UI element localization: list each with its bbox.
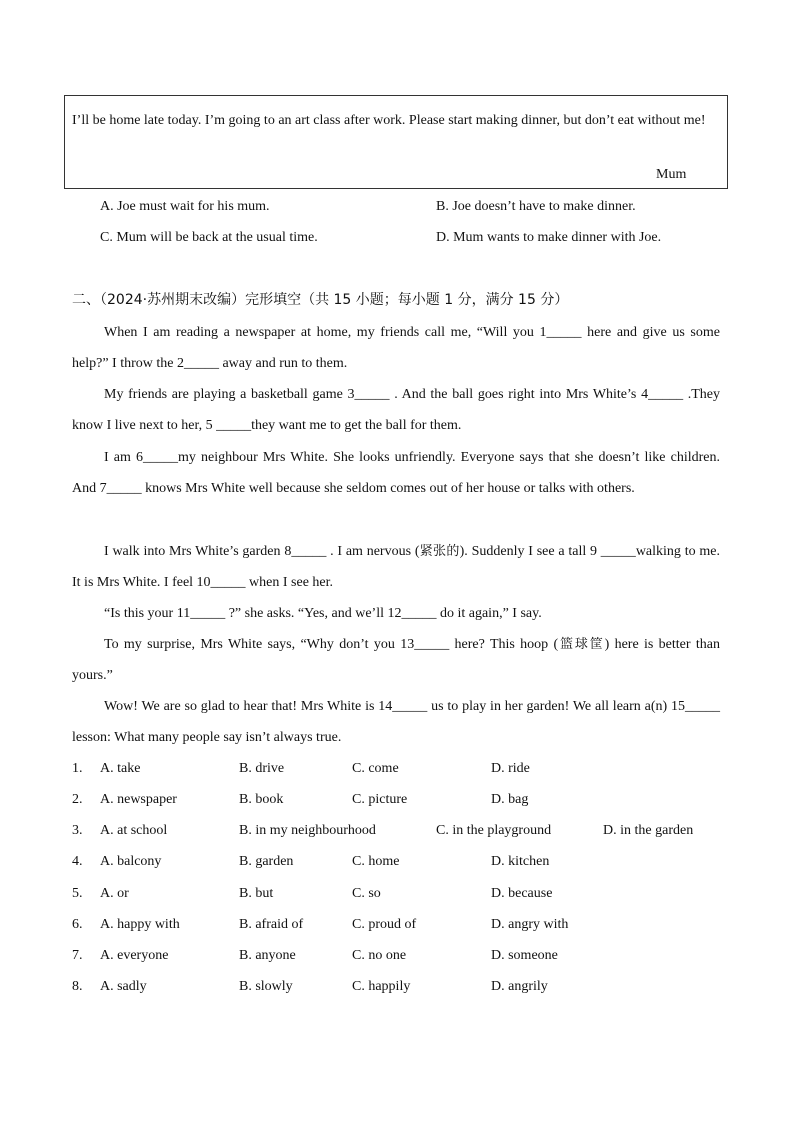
section-number: 二、 xyxy=(72,292,100,308)
option-a: A. or xyxy=(100,886,129,901)
question-number: 3. xyxy=(72,823,83,838)
option-b: B. book xyxy=(239,792,284,807)
passage-paragraph-3: I am 6_____my neighbour Mrs White. She looks unfriendly. Everyone says that she doesn’t like children. And 7_____ knows Mrs White well because she seldom comes out of her house or talks with others. xyxy=(72,450,720,497)
option-b: B. slowly xyxy=(239,979,293,994)
option-d: D. someone xyxy=(491,948,558,963)
blank-7: 7_____ xyxy=(99,481,142,497)
blank-1: 1_____ xyxy=(539,325,582,340)
option-c: C. home xyxy=(352,854,400,869)
blank-15: 15_____ xyxy=(671,699,721,714)
prev-option-b: B. Joe doesn’t have to make dinner. xyxy=(436,199,636,214)
option-d: D. bag xyxy=(491,792,529,807)
passage-paragraph-2: My friends are playing a basketball game 3_____ . And the ball goes right into Mrs White’s 4_____ .They know I live next to her, 5 _____they want me to get the ball for them. xyxy=(72,387,721,434)
note-signature: Mum xyxy=(656,167,687,182)
option-c: C. happily xyxy=(352,979,411,994)
question-row xyxy=(72,852,732,872)
option-d: D. in the garden xyxy=(603,823,694,838)
option-a: A. balcony xyxy=(100,854,162,869)
question-row xyxy=(72,821,732,841)
chinese-gloss-hoop: 篮球筐 xyxy=(558,637,605,652)
blank-2: 2_____ xyxy=(176,356,219,372)
question-number: 2. xyxy=(72,792,83,807)
option-d: D. angrily xyxy=(491,979,548,994)
option-b: B. garden xyxy=(239,854,294,869)
blank-11: 11_____ xyxy=(176,606,226,621)
option-c: C. no one xyxy=(352,948,407,963)
option-c: C. so xyxy=(352,886,381,901)
blank-4: 4_____ xyxy=(641,387,684,402)
blank-3: 3_____ xyxy=(347,387,390,402)
question-number: 8. xyxy=(72,979,83,994)
passage-paragraph-1: When I am reading a newspaper at home, my friends call me, “Will you 1_____ here and give us some help?” I throw the 2_____ away and run to them. xyxy=(72,325,720,372)
option-d: D. kitchen xyxy=(491,854,550,869)
blank-5: 5 _____ xyxy=(205,418,252,434)
option-d: D. ride xyxy=(491,761,530,776)
option-b: B. anyone xyxy=(239,948,296,963)
passage-paragraph-6: To my surprise, Mrs White says, “Why don’t you 13_____ here? This hoop (篮球筐) here is better than yours.” xyxy=(72,637,720,684)
note-box xyxy=(64,95,728,189)
question-number: 4. xyxy=(72,854,83,869)
question-number: 5. xyxy=(72,886,83,901)
option-a: A. happy with xyxy=(100,917,180,932)
question-row xyxy=(72,915,732,935)
option-a: A. take xyxy=(100,761,141,776)
prev-option-c: C. Mum will be back at the usual time. xyxy=(100,230,318,245)
blank-8: 8_____ xyxy=(284,544,327,559)
section-heading xyxy=(72,290,568,310)
option-a: A. everyone xyxy=(100,948,169,963)
prev-option-d: D. Mum wants to make dinner with Joe. xyxy=(436,230,662,245)
blank-12: 12_____ xyxy=(387,606,437,621)
blank-9: 9 _____ xyxy=(590,544,636,559)
question-number: 7. xyxy=(72,948,83,963)
chinese-gloss-nervous: 紧张的 xyxy=(419,544,460,559)
option-b: B. drive xyxy=(239,761,285,776)
option-c: C. come xyxy=(352,761,399,776)
option-b: B. but xyxy=(239,886,274,901)
passage-paragraph-5: “Is this your 11_____ ?” she asks. “Yes, and we’ll 12_____ do it again,” I say. xyxy=(104,606,542,621)
question-row xyxy=(72,977,732,997)
question-number: 1. xyxy=(72,761,83,776)
question-row xyxy=(72,759,732,779)
blank-13: 13_____ xyxy=(400,637,450,652)
note-text: I’ll be home late today. I’m going to an art class after work. Please start making dinner, but don’t eat without me! xyxy=(72,113,706,128)
option-c: C. proud of xyxy=(352,917,417,932)
passage-paragraph-4: I walk into Mrs White’s garden 8_____ . I am nervous (紧张的). Suddenly I see a tall 9 _____walking to me. It is Mrs White. I feel 10_____ when I see her. xyxy=(72,544,720,591)
option-d: D. angry with xyxy=(491,917,569,932)
blank-14: 14_____ xyxy=(378,699,428,714)
option-a: A. newspaper xyxy=(100,792,177,807)
question-row xyxy=(72,790,732,810)
option-d: D. because xyxy=(491,886,553,901)
passage-paragraph-7: Wow! We are so glad to hear that! Mrs White is 14_____ us to play in her garden! We all learn a(n) 15_____ lesson: What many people say isn’t always true. xyxy=(72,699,721,746)
question-number: 6. xyxy=(72,917,83,932)
option-a: A. at school xyxy=(100,823,168,838)
option-a: A. sadly xyxy=(100,979,147,994)
prev-option-a: A. Joe must wait for his mum. xyxy=(100,199,270,214)
blank-6: 6_____ xyxy=(135,450,178,465)
option-b: B. in my neighbourhood xyxy=(239,823,376,838)
option-c: C. in the playground xyxy=(436,823,552,838)
option-b: B. afraid of xyxy=(239,917,304,932)
section-source: （2024·苏州期末改编）完形填空（共 15 小题；每小题 1 分，满分 15 分） xyxy=(100,292,569,308)
question-row xyxy=(72,884,732,904)
blank-10: 10_____ xyxy=(196,575,246,591)
question-row xyxy=(72,946,732,966)
option-c: C. picture xyxy=(352,792,408,807)
